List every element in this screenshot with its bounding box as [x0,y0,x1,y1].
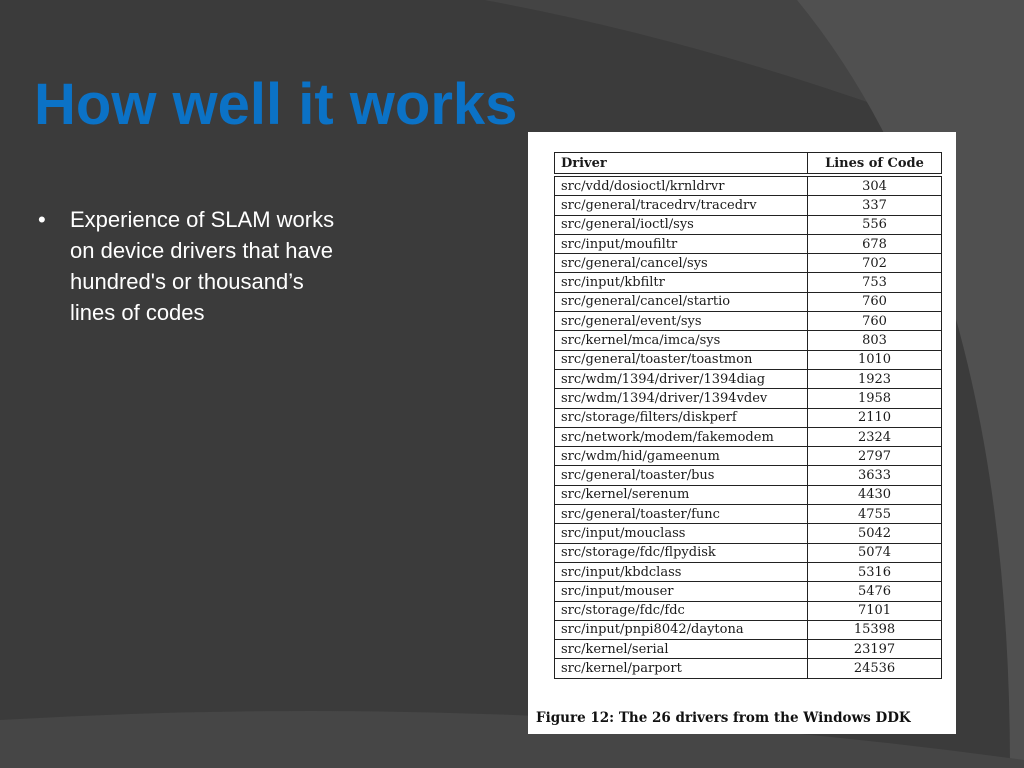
driver-name-cell: src/kernel/parport [555,659,808,678]
table-row [555,254,942,273]
table-row [555,312,942,331]
driver-name-cell: src/general/cancel/sys [555,254,808,273]
lines-of-code-cell: 5476 [808,582,942,601]
table-row [555,196,942,215]
driver-name-cell: src/general/toaster/func [555,505,808,524]
driver-name-cell: src/input/pnpi8042/daytona [555,620,808,639]
driver-name-cell: src/input/mouser [555,582,808,601]
lines-of-code-cell: 3633 [808,466,942,485]
table-row [555,582,942,601]
lines-of-code-cell: 24536 [808,659,942,678]
lines-of-code-cell: 2110 [808,408,942,427]
lines-of-code-cell: 4430 [808,485,942,504]
driver-name-cell: src/input/kbfiltr [555,273,808,292]
slide-title: How well it works [34,72,518,137]
lines-of-code-cell: 5316 [808,562,942,581]
lines-of-code-cell: 678 [808,234,942,253]
lines-of-code-cell: 5042 [808,524,942,543]
driver-name-cell: src/input/kbdclass [555,562,808,581]
driver-name-cell: src/kernel/serial [555,640,808,659]
lines-of-code-cell: 753 [808,273,942,292]
driver-name-cell: src/general/event/sys [555,312,808,331]
table-row [555,350,942,369]
lines-of-code-cell: 760 [808,312,942,331]
table-row [555,543,942,562]
lines-of-code-cell: 5074 [808,543,942,562]
table-body [555,175,942,678]
table-row [555,369,942,388]
table-row [555,659,942,678]
figure-caption: Figure 12: The 26 drivers from the Windows DDK [536,710,911,726]
table-row [555,562,942,581]
table-row [555,466,942,485]
table-row [555,292,942,311]
driver-name-cell: src/wdm/1394/driver/1394diag [555,369,808,388]
lines-of-code-cell: 1010 [808,350,942,369]
lines-of-code-cell: 15398 [808,620,942,639]
driver-name-cell: src/storage/fdc/fdc [555,601,808,620]
table-row [555,331,942,350]
bullet-text: Experience of SLAM works on device drivers that have hundred's or thousand’s lines of codes [70,207,335,325]
driver-name-cell: src/kernel/serenum [555,485,808,504]
table-row [555,175,942,196]
column-header-lines-of-code: Lines of Code [808,153,942,176]
lines-of-code-cell: 702 [808,254,942,273]
lines-of-code-cell: 556 [808,215,942,234]
driver-name-cell: src/storage/filters/diskperf [555,408,808,427]
driver-name-cell: src/input/moufiltr [555,234,808,253]
column-header-driver: Driver [555,153,808,176]
table-row [555,215,942,234]
lines-of-code-cell: 4755 [808,505,942,524]
lines-of-code-cell: 2797 [808,447,942,466]
lines-of-code-cell: 2324 [808,427,942,446]
bullet-item [34,204,354,328]
driver-table [554,152,942,679]
driver-name-cell: src/general/toaster/toastmon [555,350,808,369]
driver-name-cell: src/general/cancel/startio [555,292,808,311]
lines-of-code-cell: 337 [808,196,942,215]
table-row [555,447,942,466]
table-header-row [555,153,942,176]
driver-table-figure [528,132,956,734]
table-row [555,601,942,620]
driver-name-cell: src/wdm/1394/driver/1394vdev [555,389,808,408]
lines-of-code-cell: 304 [808,175,942,196]
table-row [555,524,942,543]
bullet-marker: • [38,207,46,232]
lines-of-code-cell: 1958 [808,389,942,408]
lines-of-code-cell: 803 [808,331,942,350]
driver-name-cell: src/general/toaster/bus [555,466,808,485]
driver-name-cell: src/general/ioctl/sys [555,215,808,234]
driver-name-cell: src/input/mouclass [555,524,808,543]
lines-of-code-cell: 23197 [808,640,942,659]
table-row [555,427,942,446]
lines-of-code-cell: 760 [808,292,942,311]
table-row [555,505,942,524]
table-row [555,408,942,427]
bullet-list [34,204,354,328]
table-row [555,640,942,659]
lines-of-code-cell: 7101 [808,601,942,620]
driver-name-cell: src/wdm/hid/gameenum [555,447,808,466]
table-row [555,485,942,504]
driver-name-cell: src/general/tracedrv/tracedrv [555,196,808,215]
lines-of-code-cell: 1923 [808,369,942,388]
table-row [555,234,942,253]
table-row [555,620,942,639]
driver-name-cell: src/kernel/mca/imca/sys [555,331,808,350]
table-row [555,273,942,292]
table-row [555,389,942,408]
driver-name-cell: src/vdd/dosioctl/krnldrvr [555,175,808,196]
driver-name-cell: src/network/modem/fakemodem [555,427,808,446]
driver-name-cell: src/storage/fdc/flpydisk [555,543,808,562]
